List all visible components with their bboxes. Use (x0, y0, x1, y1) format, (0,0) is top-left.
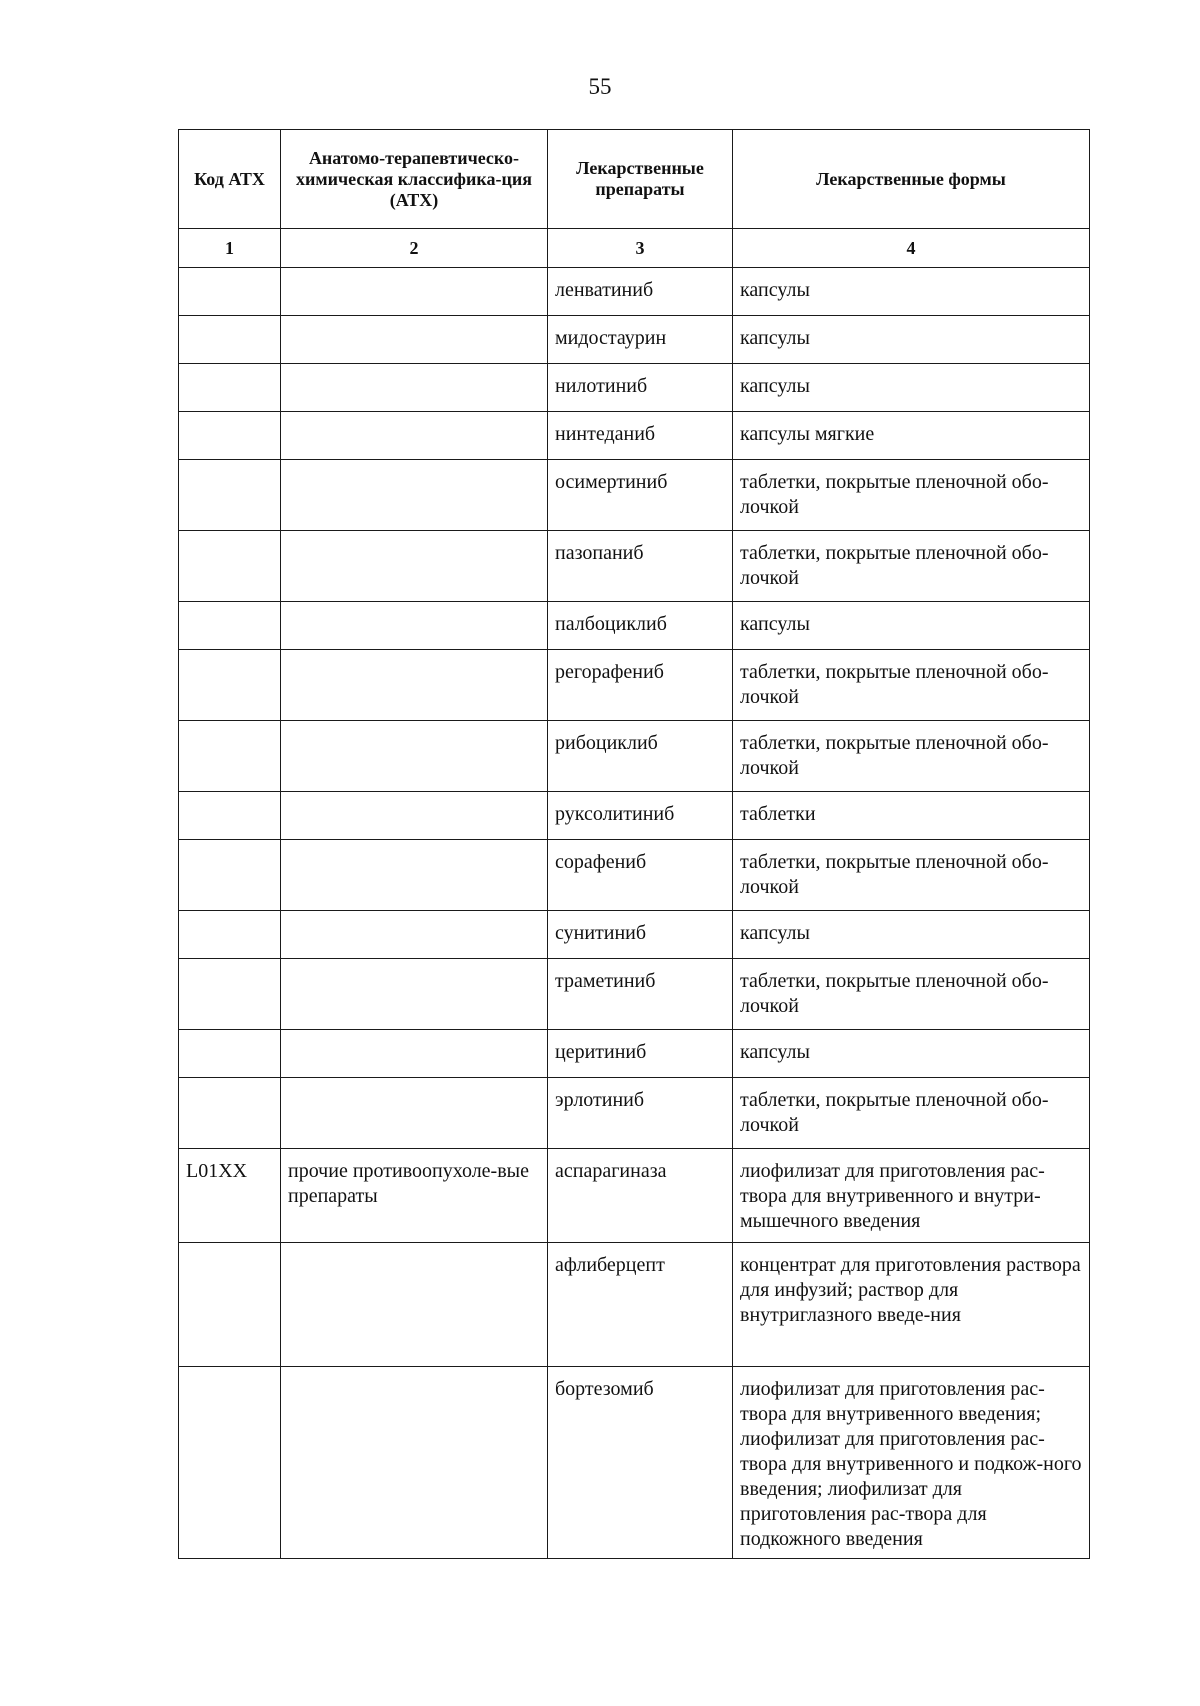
drug-cell: пазопаниб (548, 531, 733, 602)
atx-drug-table (178, 129, 1090, 1559)
header-atx-classification: Анатомо-терапевтическо-химическая классифика-ция (АТХ) (281, 130, 548, 229)
forms-cell: таблетки, покрытые пленочной обо-лочкой (733, 650, 1090, 721)
atx-class-cell (281, 364, 548, 412)
table-row (179, 840, 1090, 911)
forms-cell: капсулы (733, 364, 1090, 412)
table-row (179, 531, 1090, 602)
atx-code-cell (179, 460, 281, 531)
atx-class-cell (281, 721, 548, 792)
atx-class-cell (281, 911, 548, 959)
atx-code-cell (179, 911, 281, 959)
table-row (179, 460, 1090, 531)
atx-code-cell (179, 792, 281, 840)
atx-code-cell (179, 316, 281, 364)
atx-code-cell (179, 531, 281, 602)
atx-class-cell (281, 650, 548, 721)
table-row (179, 364, 1090, 412)
atx-code-cell (179, 364, 281, 412)
atx-class-cell (281, 602, 548, 650)
table-row (179, 268, 1090, 316)
atx-class-cell (281, 268, 548, 316)
table-row (179, 650, 1090, 721)
atx-code-cell (179, 1367, 281, 1559)
drug-cell: афлиберцепт (548, 1243, 733, 1367)
table-row (179, 602, 1090, 650)
atx-code-cell (179, 721, 281, 792)
atx-code-cell (179, 840, 281, 911)
header-drugs: Лекарственные препараты (548, 130, 733, 229)
table-row (179, 1367, 1090, 1559)
forms-cell: концентрат для приготовления раствора для инфузий; раствор для внутриглазного введе-ния (733, 1243, 1090, 1367)
column-number: 2 (281, 229, 548, 268)
drug-cell: церитиниб (548, 1030, 733, 1078)
header-dosage-forms: Лекарственные формы (733, 130, 1090, 229)
drug-cell: регорафениб (548, 650, 733, 721)
atx-class-cell (281, 1243, 548, 1367)
table-header-row (179, 130, 1090, 229)
atx-class-cell (281, 412, 548, 460)
column-number: 3 (548, 229, 733, 268)
table-row (179, 721, 1090, 792)
forms-cell: лиофилизат для приготовления рас-твора для внутривенного введения; лиофилизат для приготовления рас-твора для внутривенного и подкож-ного введения; лиофилизат для приготовления рас-твора для подкожного введения (733, 1367, 1090, 1559)
column-number-row (179, 229, 1090, 268)
drug-cell: траметиниб (548, 959, 733, 1030)
atx-code-cell (179, 650, 281, 721)
table-row (179, 792, 1090, 840)
drug-cell: эрлотиниб (548, 1078, 733, 1149)
atx-class-cell (281, 316, 548, 364)
table-row (179, 316, 1090, 364)
drug-cell: нинтеданиб (548, 412, 733, 460)
forms-cell: таблетки, покрытые пленочной обо-лочкой (733, 721, 1090, 792)
atx-class-cell: прочие противоопухоле-вые препараты (281, 1149, 548, 1243)
forms-cell: капсулы мягкие (733, 412, 1090, 460)
table-row (179, 911, 1090, 959)
column-number: 4 (733, 229, 1090, 268)
forms-cell: лиофилизат для приготовления рас-твора для внутривенного и внутри-мышечного введения (733, 1149, 1090, 1243)
drug-cell: бортезомиб (548, 1367, 733, 1559)
atx-class-cell (281, 531, 548, 602)
forms-cell: капсулы (733, 1030, 1090, 1078)
forms-cell: таблетки (733, 792, 1090, 840)
forms-cell: таблетки, покрытые пленочной обо-лочкой (733, 460, 1090, 531)
forms-cell: капсулы (733, 268, 1090, 316)
drug-cell: сорафениб (548, 840, 733, 911)
atx-code-cell (179, 1243, 281, 1367)
forms-cell: таблетки, покрытые пленочной обо-лочкой (733, 531, 1090, 602)
forms-cell: таблетки, покрытые пленочной обо-лочкой (733, 840, 1090, 911)
atx-code-cell (179, 1078, 281, 1149)
forms-cell: таблетки, покрытые пленочной обо-лочкой (733, 959, 1090, 1030)
drug-cell: рибоциклиб (548, 721, 733, 792)
atx-code-cell (179, 1030, 281, 1078)
table-row (179, 1030, 1090, 1078)
table-row (179, 412, 1090, 460)
drug-cell: палбоциклиб (548, 602, 733, 650)
atx-code-cell: L01XX (179, 1149, 281, 1243)
drug-cell: аспарагиназа (548, 1149, 733, 1243)
header-atx-code: Код АТХ (179, 130, 281, 229)
atx-class-cell (281, 1367, 548, 1559)
forms-cell: капсулы (733, 316, 1090, 364)
atx-code-cell (179, 959, 281, 1030)
atx-class-cell (281, 959, 548, 1030)
forms-cell: капсулы (733, 602, 1090, 650)
atx-class-cell (281, 1078, 548, 1149)
atx-class-cell (281, 460, 548, 531)
column-number: 1 (179, 229, 281, 268)
atx-code-cell (179, 268, 281, 316)
drug-cell: осимертиниб (548, 460, 733, 531)
drug-cell: ленватиниб (548, 268, 733, 316)
forms-cell: таблетки, покрытые пленочной обо-лочкой (733, 1078, 1090, 1149)
drug-cell: мидостаурин (548, 316, 733, 364)
table-row (179, 959, 1090, 1030)
page-number: 55 (588, 74, 612, 99)
drug-cell: нилотиниб (548, 364, 733, 412)
forms-cell: капсулы (733, 911, 1090, 959)
table-row (179, 1243, 1090, 1367)
atx-class-cell (281, 840, 548, 911)
atx-class-cell (281, 792, 548, 840)
atx-code-cell (179, 602, 281, 650)
atx-class-cell (281, 1030, 548, 1078)
drug-cell: руксолитиниб (548, 792, 733, 840)
table-row (179, 1078, 1090, 1149)
table-row (179, 1149, 1090, 1243)
drug-cell: сунитиниб (548, 911, 733, 959)
atx-code-cell (179, 412, 281, 460)
